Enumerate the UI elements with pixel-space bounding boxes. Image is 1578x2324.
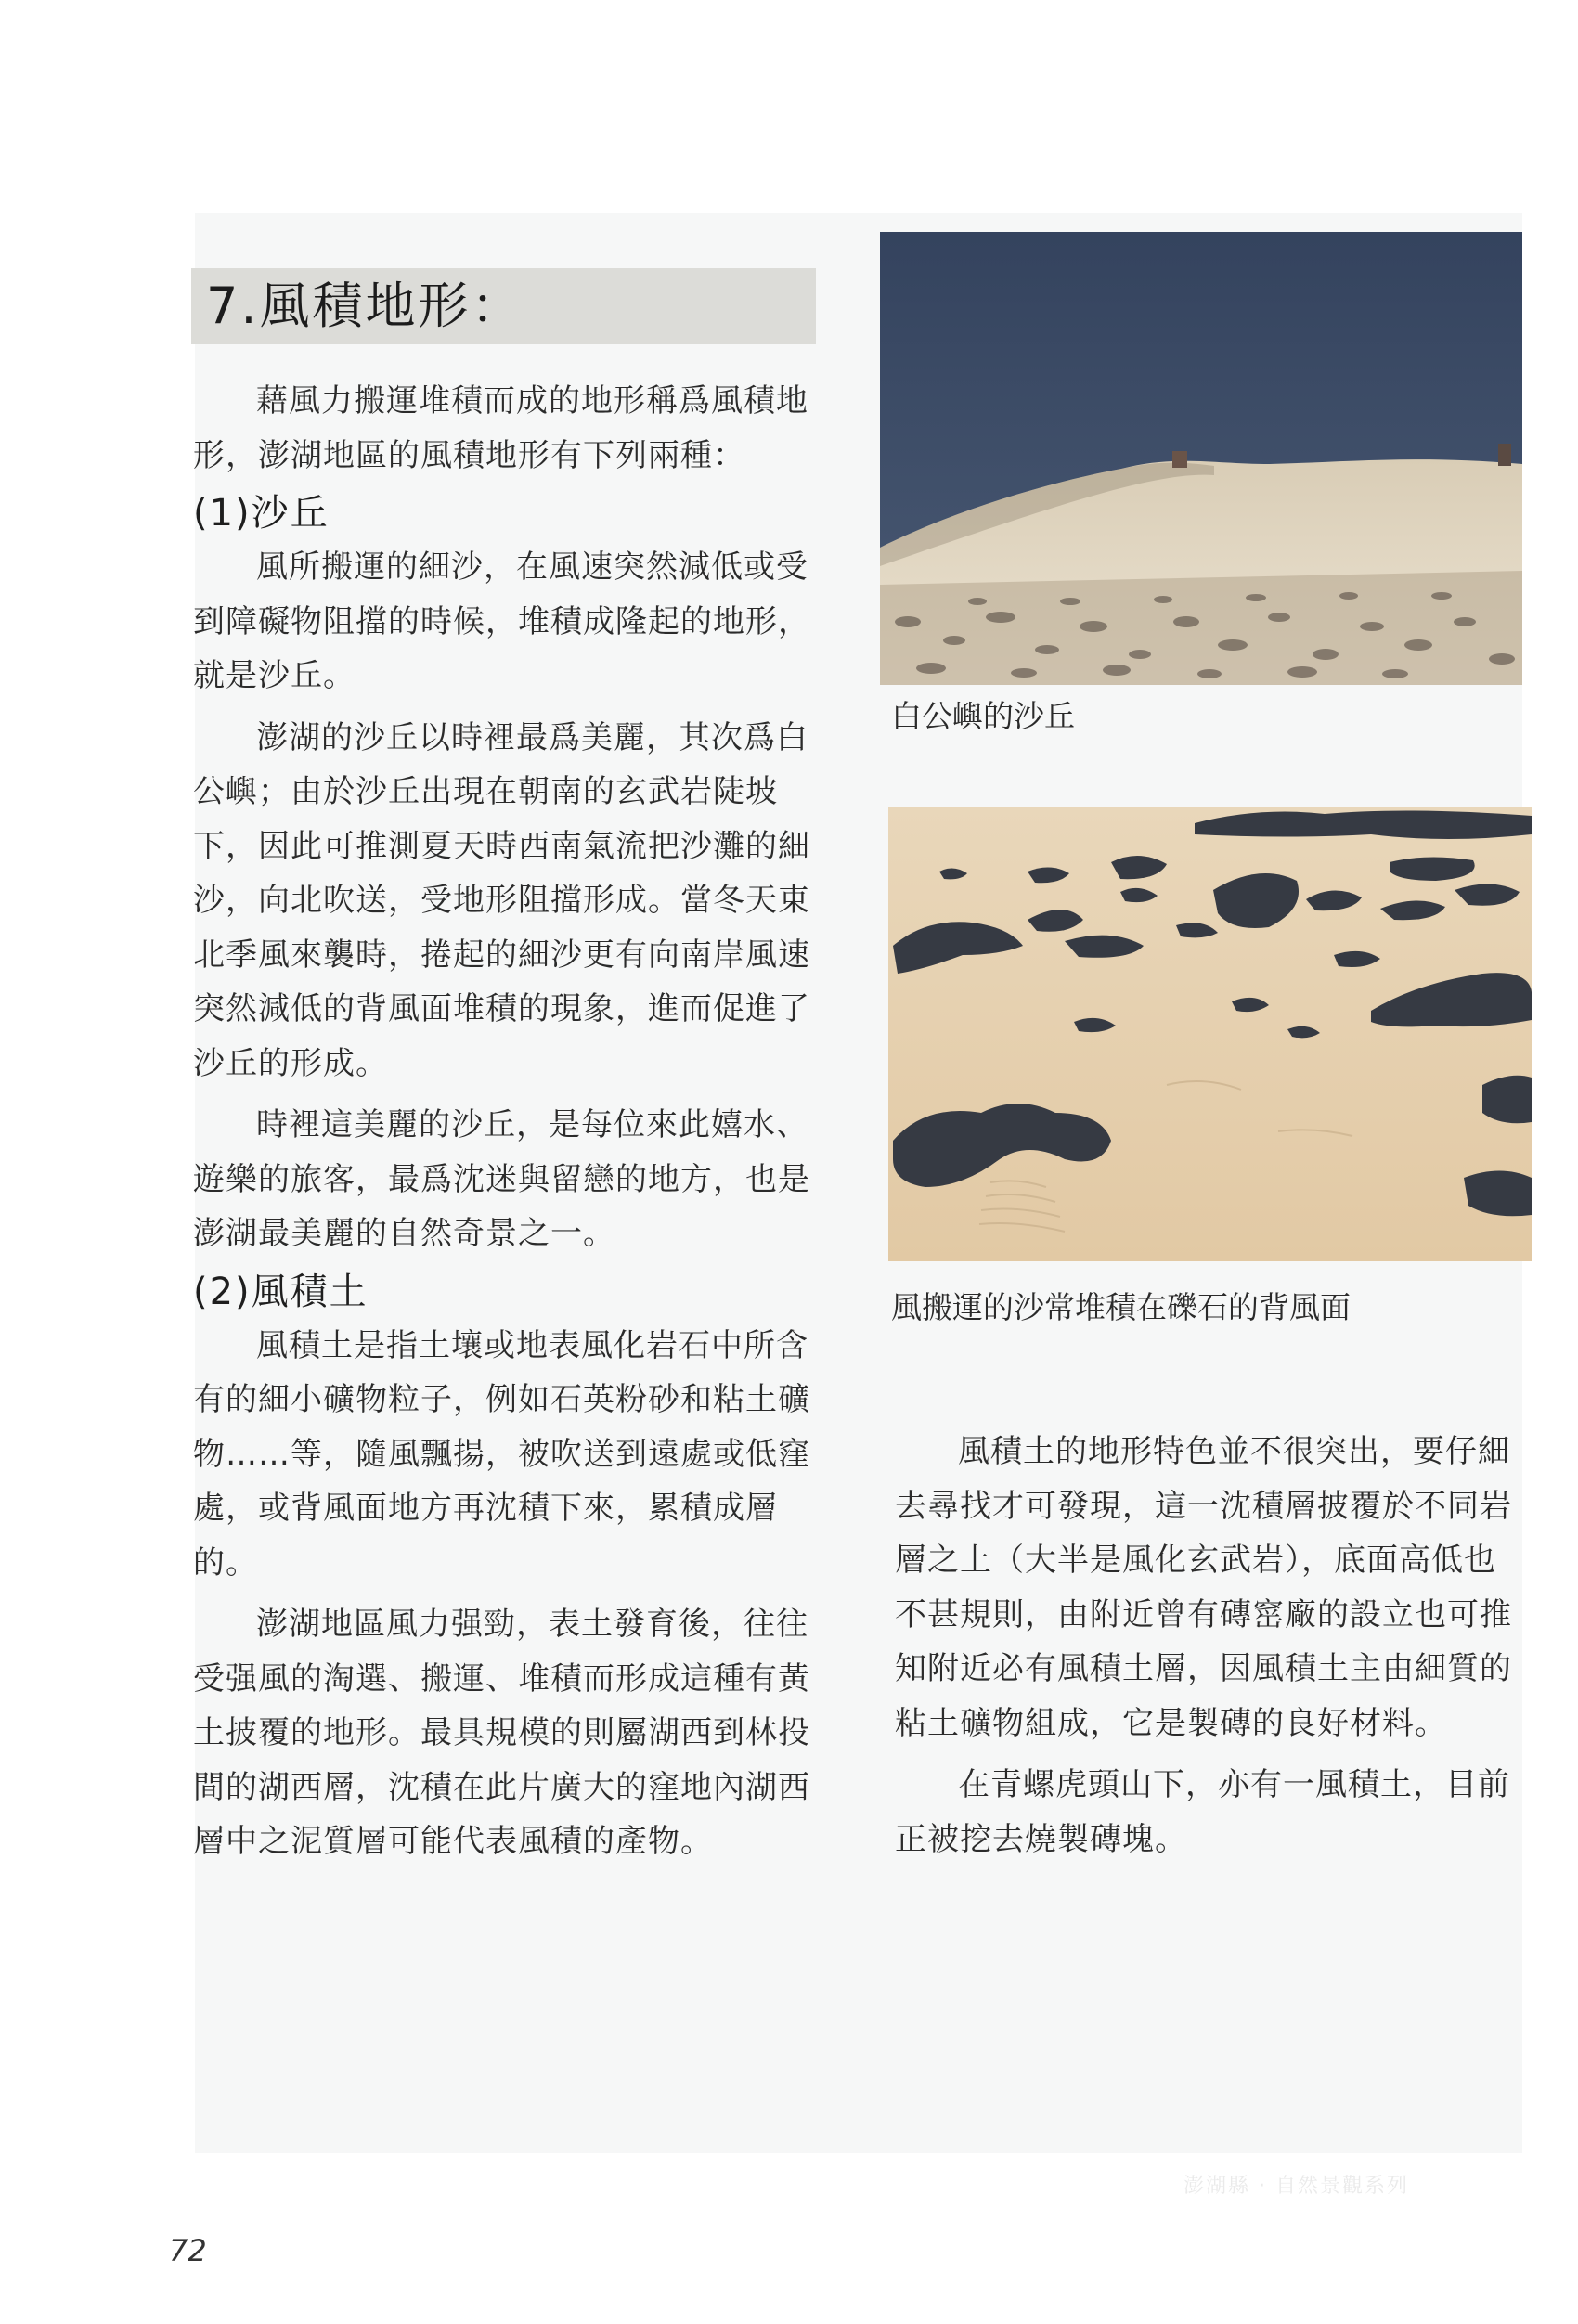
subheading-sand-dune: (1)沙丘	[193, 492, 330, 535]
loess-paragraph-3: 風積土的地形特色並不很突出，要仔細去尋找才可發現，這一沈積層披覆於不同岩層之上（大半是風化玄武岩），底面高低也不甚規則，由附近曾有磚窰廠的設立也可推知附近必有風積土層，因風積土主由細質的粘土礦物組成，它是製磚的良好材料。	[895, 1433, 1512, 1742]
loess-paragraph-4: 在青螺虎頭山下，亦有一風積土，目前正被挖去燒製磚塊。	[895, 1766, 1510, 1858]
page-number: 72	[169, 2233, 207, 2268]
sand-dune-photo-icon	[880, 232, 1522, 685]
section-heading: 7.風積地形：	[206, 277, 524, 335]
right-column	[895, 1425, 1528, 1866]
loess-paragraph-2: 澎湖地區風力强勁，表土發育後，往往受强風的淘選、搬運、堆積而形成這種有黃土披覆的地形。最具規模的則屬湖西到林投間的湖西層，沈積在此片廣大的窪地內湖西層中之泥質層可能代表風積的產物。	[193, 1606, 810, 1860]
photo-sand-dune-caption: 白公嶼的沙丘	[891, 698, 1075, 734]
photo-sand-rocks	[888, 807, 1532, 1261]
loess-paragraph-1: 風積土是指土壤或地表風化岩石中所含有的細小礦物粒子，例如石英粉砂和粘土礦物……等，隨風飄揚，被吹送到遠處或低窪處，或背風面地方再沈積下來，累積成層的。	[193, 1326, 810, 1582]
sand-dune-paragraph-1: 風所搬運的細沙，在風速突然減低或受到障礙物阻擋的時候，堆積成隆起的地形，就是沙丘。	[193, 549, 810, 694]
series-watermark: 澎湖縣 · 自然景觀系列	[1184, 2175, 1409, 2198]
subheading-loess: (2)風積土	[193, 1270, 369, 1313]
sand-rocks-photo-icon	[888, 807, 1532, 1261]
sand-dune-paragraph-2: 澎湖的沙丘以時裡最爲美麗，其次爲白公嶼；由於沙丘出現在朝南的玄武岩陡坡下，因此可推測夏天時西南氣流把沙灘的細沙，向北吹送，受地形阻擋形成。當冬天東北季風來襲時，捲起的細沙更有向南岸風速突然減低的背風面堆積的現象，進而促進了沙丘的形成。	[193, 718, 810, 1082]
photo-sand-dune	[880, 232, 1522, 685]
photo-sand-rocks-caption: 風搬運的沙常堆積在礫石的背風面	[891, 1289, 1351, 1325]
sand-dune-paragraph-3: 時裡這美麗的沙丘，是每位來此嬉水、遊樂的旅客，最爲沈迷與留戀的地方，也是澎湖最美麗的自然奇景之一。	[193, 1106, 810, 1252]
left-column	[193, 374, 824, 1869]
intro-paragraph: 藉風力搬運堆積而成的地形稱爲風積地形，澎湖地區的風積地形有下列兩種：	[193, 382, 808, 474]
